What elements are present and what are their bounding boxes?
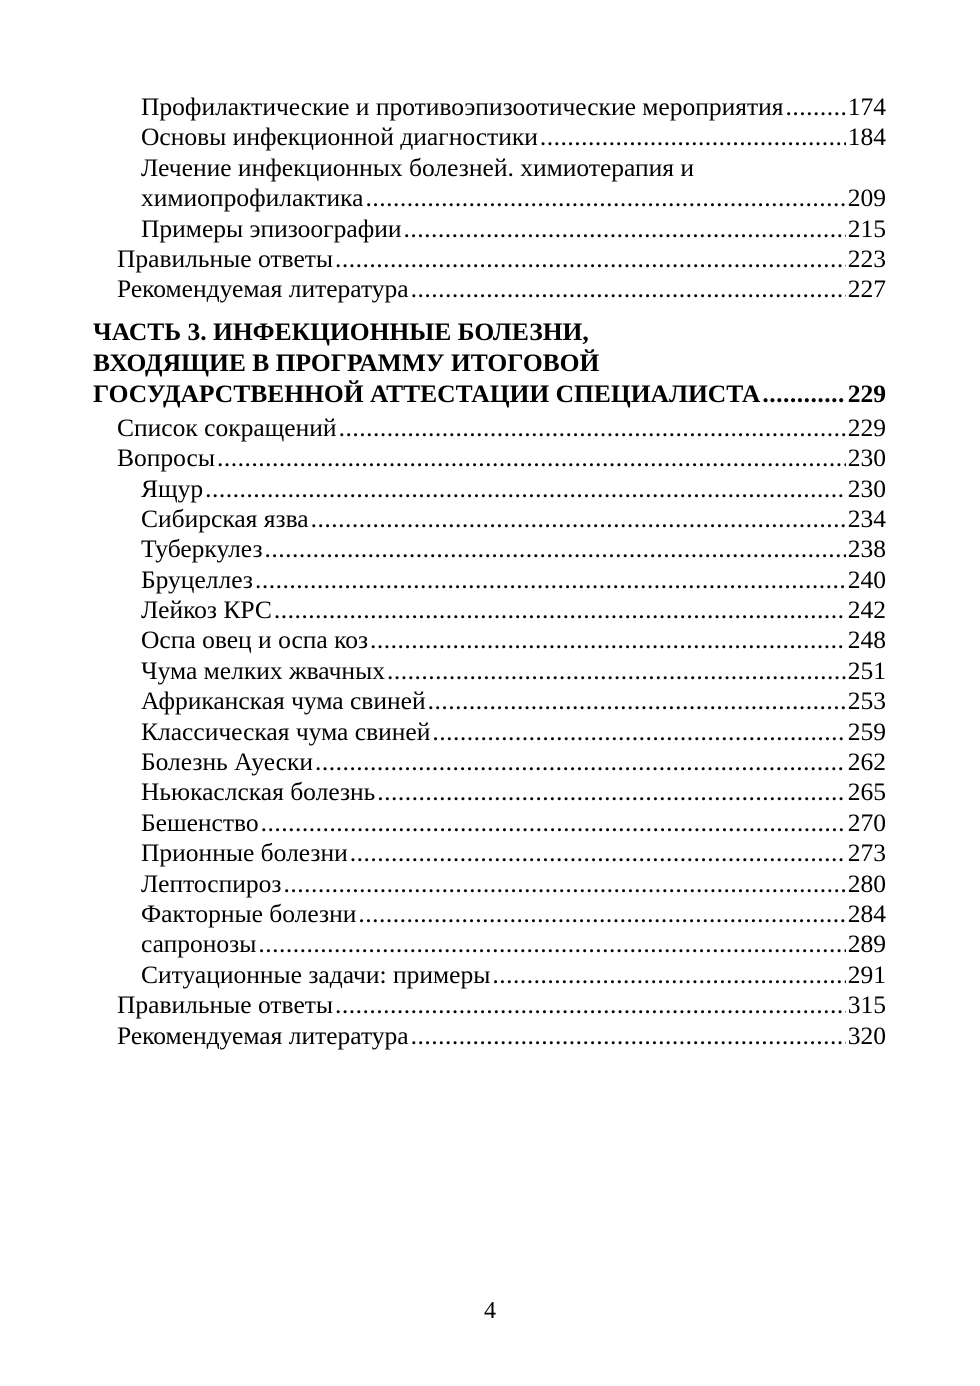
toc-leader-dots	[205, 474, 846, 504]
toc-entry-page: 238	[847, 534, 886, 564]
toc-entry-page: 240	[847, 564, 886, 594]
toc-leader-dots	[335, 244, 846, 274]
toc-entry-title: Ньюкаслская болезнь	[141, 777, 376, 807]
toc-leader-dots	[350, 838, 846, 868]
toc-entry-title: Рекомендуемая литература	[117, 274, 409, 304]
toc-leader-dots	[261, 808, 846, 838]
toc-entry[interactable]	[93, 808, 886, 838]
toc-entry[interactable]	[93, 777, 886, 807]
table-of-contents	[93, 92, 886, 1051]
part-heading-line3	[93, 378, 886, 409]
toc-entry-page: 230	[847, 443, 886, 473]
toc-entry-title: Список сокращений	[117, 412, 337, 442]
toc-section-mid	[93, 214, 886, 305]
toc-leader-dots	[404, 214, 846, 244]
toc-entry-page: 273	[847, 838, 886, 868]
toc-entry[interactable]	[93, 122, 886, 152]
toc-leader-dots	[311, 504, 846, 534]
toc-entry-title: Классическая чума свиней	[141, 716, 431, 746]
toc-entry-page: 284	[847, 898, 886, 928]
toc-entry-title: Примеры эпизоографии	[141, 213, 402, 243]
toc-entry-page: 223	[847, 243, 886, 273]
toc-leader-dots	[217, 443, 846, 473]
toc-entry-page: 227	[847, 274, 886, 304]
toc-leader-dots	[283, 869, 845, 899]
toc-leader-dots	[315, 747, 846, 777]
toc-entry[interactable]	[93, 686, 886, 716]
toc-entry-page: 174	[847, 92, 886, 121]
toc-entry-title: Лептоспироз	[141, 868, 282, 898]
toc-entry-title: Правильные ответы	[117, 990, 334, 1020]
toc-entry-page: 251	[847, 655, 886, 685]
toc-entry-page: 259	[847, 716, 886, 746]
part-heading-line2: ВХОДЯЩИЕ В ПРОГРАММУ ИТОГОВОЙ	[93, 347, 600, 377]
page-number: 4	[484, 1298, 496, 1324]
toc-entry[interactable]	[93, 929, 886, 959]
toc-entry-title: Оспа овец и оспа коз	[141, 625, 369, 655]
toc-entry-title-line1: Лечение инфекционных болезней. химиотерапия и	[141, 152, 695, 182]
toc-leader-dots	[370, 625, 846, 655]
toc-entry[interactable]	[93, 869, 886, 899]
toc-entry-title: Профилактические и противоэпизоотические мероприятия	[141, 92, 784, 121]
toc-entry-title: Основы инфекционной диагностики	[141, 122, 538, 152]
toc-entry[interactable]	[93, 717, 886, 747]
toc-entry-page: 262	[847, 747, 886, 777]
toc-entry[interactable]	[93, 656, 886, 686]
toc-entry-page: 320	[847, 1020, 886, 1050]
toc-entry[interactable]	[93, 960, 886, 990]
toc-leader-dots	[365, 183, 845, 213]
toc-leader-dots	[274, 595, 846, 625]
toc-entry-title: Бешенство	[141, 807, 259, 837]
toc-leader-dots	[428, 686, 846, 716]
toc-entry-page: 291	[847, 959, 886, 989]
toc-leader-dots	[411, 274, 846, 304]
toc-leader-dots	[786, 92, 846, 122]
toc-entry[interactable]	[93, 274, 886, 304]
toc-entry[interactable]	[93, 747, 886, 777]
toc-leader-dots	[265, 534, 846, 564]
toc-entry[interactable]	[93, 244, 886, 274]
toc-entry-title-line2: химиопрофилактика	[141, 183, 364, 213]
toc-entry-page: 265	[847, 777, 886, 807]
toc-leader-dots	[762, 378, 845, 409]
toc-entry-page: 215	[847, 213, 886, 243]
toc-entry-page: 280	[847, 868, 886, 898]
toc-leader-dots	[492, 960, 845, 990]
toc-entry-page: 315	[847, 990, 886, 1020]
toc-entry-page: 270	[847, 807, 886, 837]
toc-entry[interactable]	[93, 413, 886, 443]
toc-entry	[93, 183, 886, 213]
toc-entry[interactable]	[93, 504, 886, 534]
toc-leader-dots	[540, 122, 846, 152]
toc-entry-page: 248	[847, 625, 886, 655]
part-heading-page: 229	[847, 378, 886, 408]
part-3-heading[interactable]	[93, 316, 886, 409]
toc-leader-dots	[432, 717, 845, 747]
toc-entry-title: Рекомендуемая литература	[117, 1020, 409, 1050]
toc-entry-title: Сибирская язва	[141, 503, 309, 533]
toc-entry-page: 242	[847, 595, 886, 625]
toc-leader-dots	[258, 929, 845, 959]
toc-entry-page: 209	[847, 183, 886, 213]
toc-entry-title: Чума мелких жвачных	[141, 655, 385, 685]
toc-section-part3	[93, 413, 886, 1051]
toc-entry-multiline[interactable]	[93, 153, 886, 214]
toc-entry-title: Правильные ответы	[117, 243, 334, 273]
toc-entry[interactable]	[93, 474, 886, 504]
toc-entry-page: 234	[847, 503, 886, 533]
toc-entry[interactable]	[93, 1021, 886, 1051]
toc-entry-page: 230	[847, 473, 886, 503]
toc-entry-title: Туберкулез	[141, 534, 263, 564]
toc-entry-page: 184	[847, 122, 886, 152]
toc-entry-title: Бруцеллез	[141, 564, 253, 594]
toc-leader-dots	[339, 413, 846, 443]
toc-entry[interactable]	[93, 92, 886, 122]
toc-entry[interactable]	[93, 565, 886, 595]
toc-entry[interactable]	[93, 534, 886, 564]
toc-entry-title: Ситуационные задачи: примеры	[141, 959, 491, 989]
toc-entry-title: Лейкоз КРС	[141, 595, 272, 625]
toc-entry-title: Болезнь Ауески	[141, 747, 314, 777]
toc-section-top	[93, 92, 886, 153]
part-heading-title: ГОСУДАРСТВЕННОЙ АТТЕСТАЦИИ СПЕЦИАЛИСТА	[93, 378, 761, 408]
toc-entry[interactable]	[93, 625, 886, 655]
toc-entry[interactable]	[93, 838, 886, 868]
toc-entry-title: Факторные болезни	[141, 898, 357, 928]
toc-leader-dots	[255, 565, 846, 595]
toc-entry[interactable]	[93, 595, 886, 625]
toc-leader-dots	[377, 777, 845, 807]
toc-entry[interactable]	[93, 899, 886, 929]
toc-entry-page: 229	[847, 412, 886, 442]
toc-leader-dots	[411, 1021, 846, 1051]
toc-leader-dots	[358, 899, 845, 929]
toc-leader-dots	[335, 990, 846, 1020]
toc-entry-page: 289	[847, 929, 886, 959]
toc-entry-title: сапронозы	[141, 929, 257, 959]
toc-leader-dots	[387, 656, 846, 686]
part-heading-line1: ЧАСТЬ 3. ИНФЕКЦИОННЫЕ БОЛЕЗНИ,	[93, 316, 589, 346]
toc-entry[interactable]	[93, 214, 886, 244]
toc-entry[interactable]	[93, 443, 886, 473]
toc-entry[interactable]	[93, 990, 886, 1020]
toc-entry-title: Ящур	[141, 473, 204, 503]
toc-entry-title: Прионные болезни	[141, 838, 348, 868]
toc-entry-page: 253	[847, 686, 886, 716]
toc-entry-title: Африканская чума свиней	[141, 686, 426, 716]
toc-entry-title: Вопросы	[117, 443, 215, 473]
